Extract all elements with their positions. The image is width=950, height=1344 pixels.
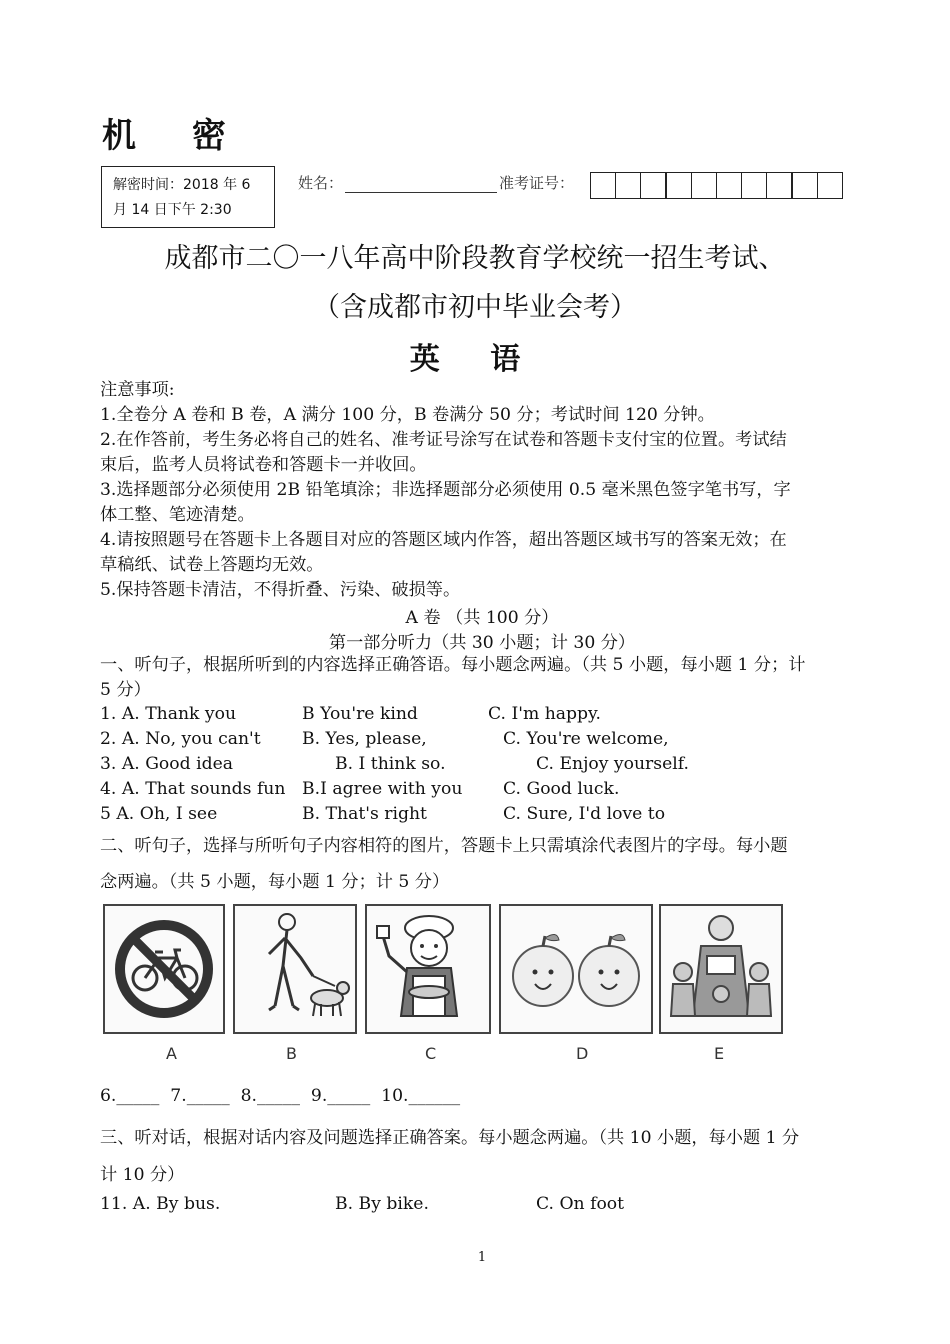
id-digit-box[interactable] <box>615 172 642 199</box>
section3-instructions <box>100 1120 864 1194</box>
dog-walker-icon <box>235 906 355 1032</box>
exam-subtitle: （含成都市初中毕业会考） <box>313 292 637 323</box>
id-digit-box[interactable] <box>791 172 818 199</box>
name-label: 姓名： <box>298 174 344 192</box>
notes-heading: 注意事项: <box>100 380 175 400</box>
q5-option-b: B. That's right <box>302 804 427 824</box>
oranges-icon <box>501 906 651 1032</box>
answer-blanks[interactable]: 6._____ 7._____ 8._____ 9._____ 10.______ <box>100 1086 461 1106</box>
picture-label-d: D <box>576 1044 589 1063</box>
instruction-line: 5 分） <box>100 680 151 700</box>
q3-option-a: 3. A. Good idea <box>100 754 234 774</box>
q11-option-a: 11. A. By bus. <box>100 1194 221 1214</box>
q11-option-c: C. On foot <box>536 1194 625 1214</box>
section2-instructions <box>100 828 864 900</box>
name-row <box>298 172 574 193</box>
note-line: 5.保持答题卡清洁，不得折叠、污染、破损等。 <box>100 580 461 600</box>
instruction-line: 三、听对话，根据对话内容及问题选择正确答案。每小题念两遍。（共 10 小题，每小题 1 分 <box>100 1128 800 1148</box>
picture-b-dog-walker <box>233 904 357 1034</box>
q4-option-b: B.I agree with you <box>302 779 463 799</box>
id-digit-box[interactable] <box>691 172 718 199</box>
id-digit-box[interactable] <box>766 172 793 199</box>
picture-label-e: E <box>714 1044 725 1063</box>
q3-option-c: C. Enjoy yourself. <box>536 754 689 774</box>
family-reading-icon <box>661 906 781 1032</box>
instruction-line: 念两遍。（共 5 小题，每小题 1 分；计 5 分） <box>100 872 450 892</box>
picture-e-family <box>659 904 783 1034</box>
exam-id-boxes[interactable] <box>591 172 843 199</box>
subject-title: 英 语 <box>409 342 541 377</box>
id-digit-box[interactable] <box>640 172 667 199</box>
id-digit-box[interactable] <box>716 172 743 199</box>
note-line: 1.全卷分 A 卷和 B 卷，A 满分 100 分，B 卷满分 50 分；考试时间 120 分钟。 <box>100 405 715 425</box>
instruction-line: 一、听句子，根据所听到的内容选择正确答语。每小题念两遍。（共 5 小题，每小题 1 分；计 <box>100 655 806 675</box>
id-digit-box[interactable] <box>590 172 617 199</box>
secret-label: 机 密 <box>102 116 248 156</box>
id-digit-box[interactable] <box>665 172 692 199</box>
q1-option-b: B You're kind <box>302 704 418 724</box>
q2-option-c: C. You're welcome, <box>503 729 669 749</box>
note-line: 3.选择题部分必须使用 2B 铅笔填涂；非选择题部分必须使用 0.5 毫米黑色签字笔书写，字 <box>100 480 791 500</box>
decrypt-time-box <box>101 166 275 228</box>
notes-block <box>100 378 864 603</box>
cook-icon <box>367 906 489 1032</box>
exam-title: 成都市二〇一八年高中阶段教育学校统一招生考试、 <box>164 243 786 274</box>
instruction-line: 二、听句子，选择与所听句子内容相符的图片，答题卡上只需填涂代表图片的字母。每小题 <box>100 836 788 856</box>
note-line: 4.请按照题号在答题卡上各题目对应的答题区域内作答，超出答题区域书写的答案无效；在 <box>100 530 787 550</box>
q3-option-b: B. I think so. <box>335 754 446 774</box>
picture-a-no-bike-sign <box>103 904 225 1034</box>
picture-label-b: B <box>286 1044 297 1063</box>
decrypt-time-line2: 月 14 日下午 2:30 <box>113 202 232 218</box>
instruction-line: 计 10 分） <box>100 1165 185 1185</box>
q5-option-a: 5 A. Oh, I see <box>100 804 218 824</box>
q4-option-c: C. Good luck. <box>503 779 620 799</box>
picture-label-c: C <box>425 1044 437 1063</box>
note-line: 体工整、笔迹清楚。 <box>100 505 255 525</box>
id-digit-box[interactable] <box>817 172 844 199</box>
q2-option-a: 2. A. No, you can't <box>100 729 261 749</box>
section1-instructions <box>100 653 864 703</box>
note-line: 草稿纸、试卷上答题均无效。 <box>100 555 324 575</box>
no-bike-icon <box>105 906 223 1032</box>
q2-option-b: B. Yes, please, <box>302 729 427 749</box>
q5-option-c: C. Sure, I'd love to <box>503 804 666 824</box>
page-number: 1 <box>477 1250 487 1265</box>
note-line: 束后，监考人员将试卷和答题卡一并收回。 <box>100 455 427 475</box>
q1-option-a: 1. A. Thank you <box>100 704 237 724</box>
q1-option-c: C. I'm happy. <box>488 704 601 724</box>
q4-option-a: 4. A. That sounds fun <box>100 779 286 799</box>
name-field[interactable] <box>345 178 497 193</box>
decrypt-time-line1: 解密时间：2018 年 6 <box>113 177 251 193</box>
part1-title: 第一部分听力（共 30 小题；计 30 分） <box>328 633 636 653</box>
picture-d-oranges <box>499 904 653 1034</box>
note-line: 2.在作答前，考生务必将自己的姓名、准考证号涂写在试卷和答题卡支付宝的位置。考试结 <box>100 430 787 450</box>
id-digit-box[interactable] <box>741 172 768 199</box>
picture-label-a: A <box>166 1044 177 1063</box>
picture-c-cook <box>365 904 491 1034</box>
id-label: 准考证号： <box>499 174 575 192</box>
section-a-title: A 卷 （共 100 分） <box>405 608 559 628</box>
q11-option-b: B. By bike. <box>335 1194 429 1214</box>
